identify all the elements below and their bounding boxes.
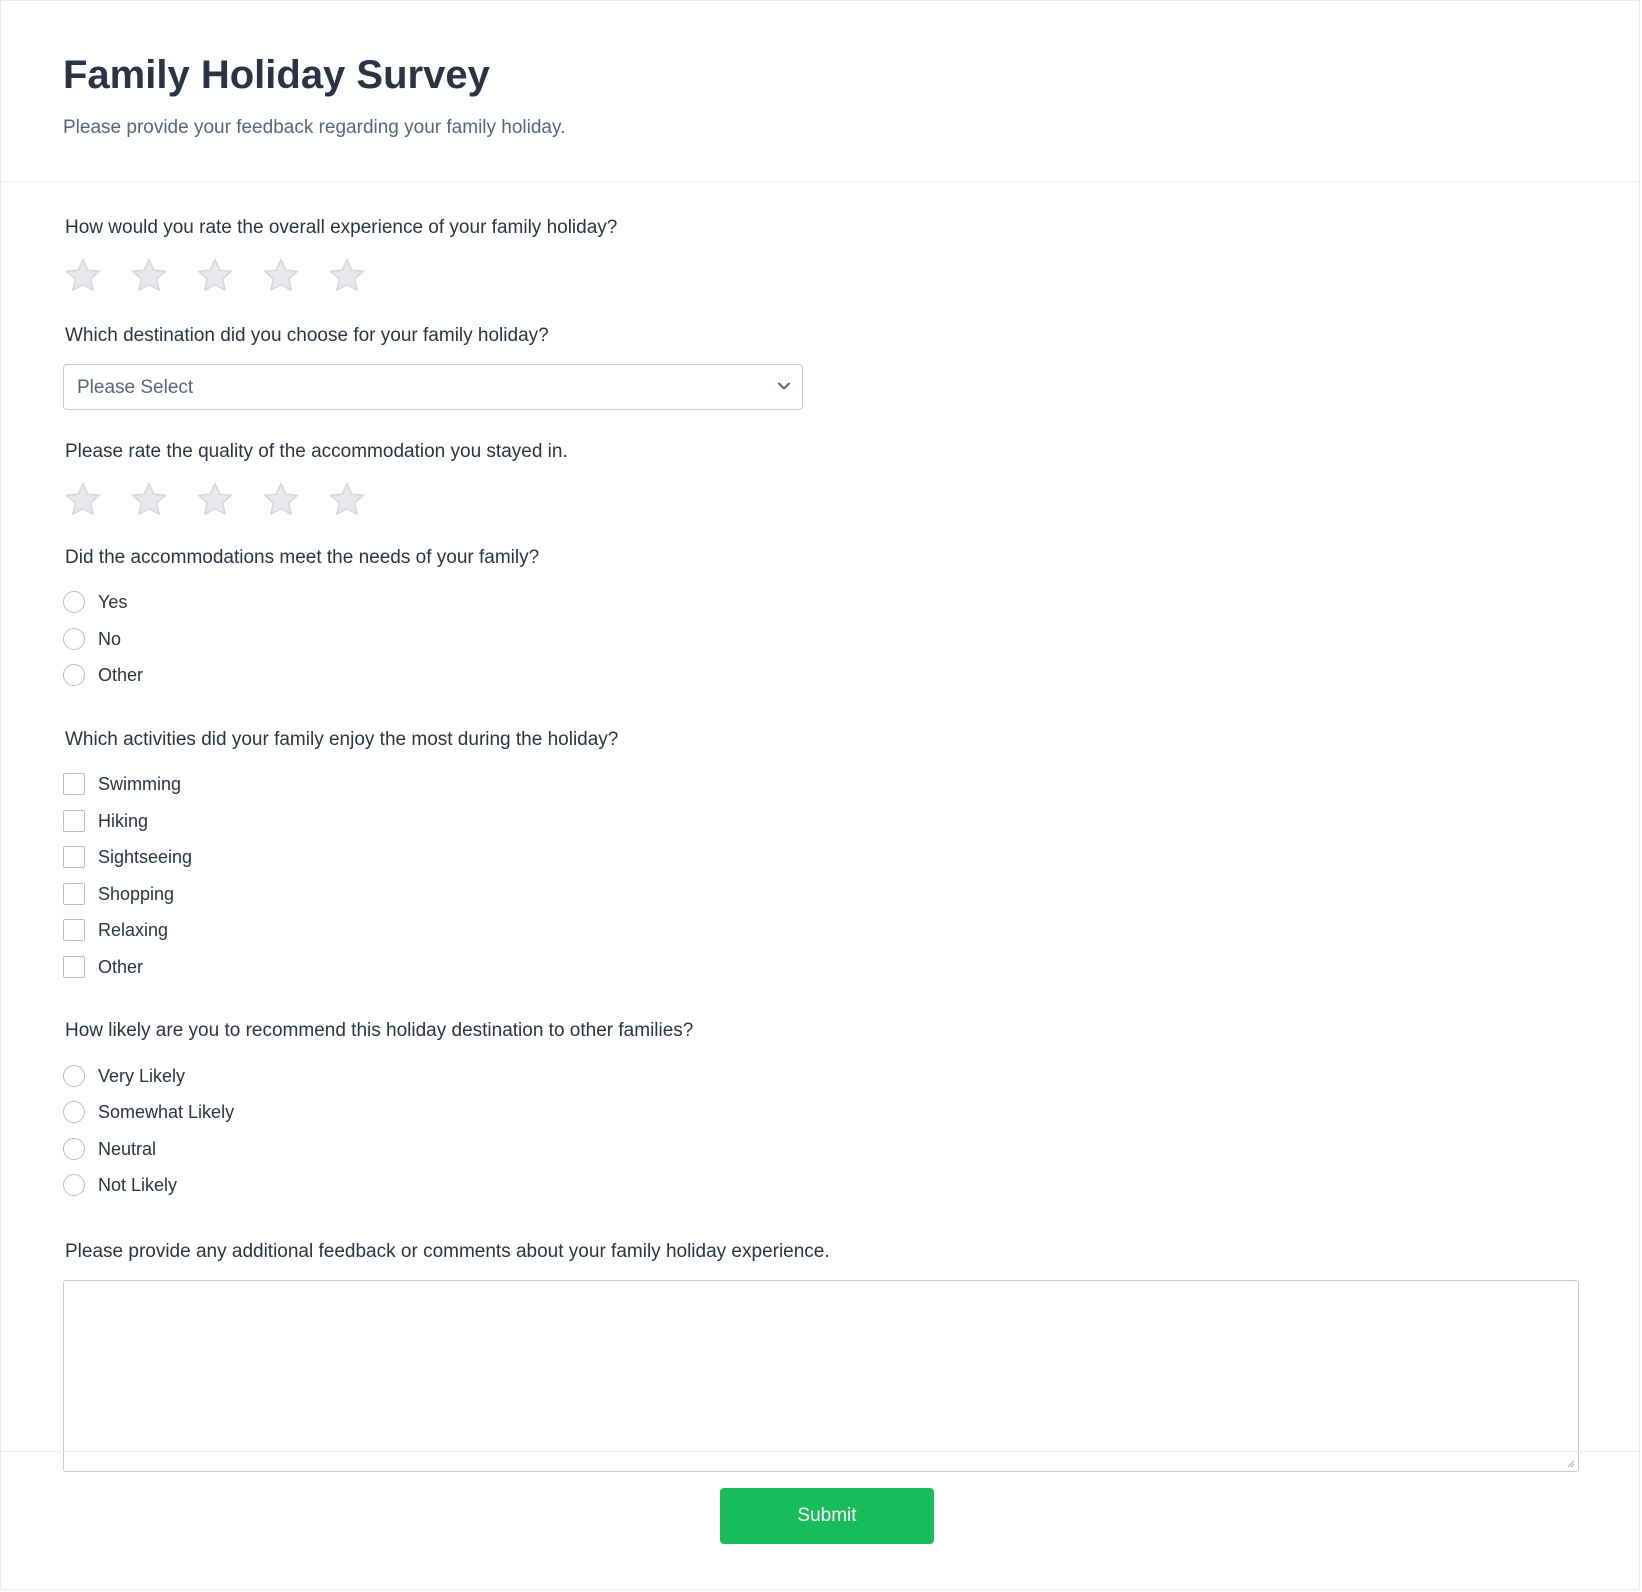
star-icon[interactable]	[327, 480, 367, 520]
question-label: Please provide any additional feedback or comments about your family holiday experience.	[65, 1240, 830, 1262]
checkbox[interactable]	[63, 919, 85, 941]
option-label: Yes	[98, 592, 128, 613]
question-accommodation-needs	[63, 546, 1577, 694]
checkbox-option-hiking[interactable]	[63, 802, 1577, 839]
question-feedback	[63, 1240, 1577, 1472]
star-icon[interactable]	[63, 256, 103, 296]
star-icon[interactable]	[195, 256, 235, 296]
radio-button[interactable]	[63, 628, 85, 650]
checkbox-option-other[interactable]	[63, 949, 1577, 986]
radio-option-somewhat-likely[interactable]	[63, 1094, 1577, 1131]
checkbox-option-relaxing[interactable]	[63, 912, 1577, 949]
option-label: Other	[98, 665, 144, 686]
option-label: Shopping	[98, 883, 175, 904]
form-footer	[1, 1451, 1639, 1590]
question-label: Which destination did you choose for your family holiday?	[65, 325, 549, 346]
option-label: Other	[98, 957, 144, 978]
star-icon[interactable]	[63, 480, 103, 520]
radio-group	[63, 1057, 1577, 1203]
page-subtitle: Please provide your feedback regarding your family holiday.	[63, 117, 566, 138]
chevron-down-icon	[777, 381, 791, 391]
radio-option-not-likely[interactable]	[63, 1167, 1577, 1204]
checkbox[interactable]	[63, 810, 85, 832]
star-rating	[63, 256, 1577, 296]
radio-option-neutral[interactable]	[63, 1131, 1577, 1168]
radio-button[interactable]	[63, 664, 85, 686]
question-label: How would you rate the overall experience of your family holiday?	[65, 217, 618, 238]
radio-button[interactable]	[63, 591, 85, 613]
feedback-textarea[interactable]	[63, 1280, 1579, 1472]
checkbox[interactable]	[63, 773, 85, 795]
question-destination	[63, 324, 1577, 410]
option-label: Swimming	[98, 774, 182, 795]
select-value: Please Select	[77, 377, 194, 398]
radio-button[interactable]	[63, 1138, 85, 1160]
star-icon[interactable]	[327, 256, 367, 296]
submit-button[interactable]: Submit	[720, 1488, 934, 1544]
form-header	[1, 1, 1639, 182]
option-label: Hiking	[98, 810, 149, 831]
checkbox-group	[63, 766, 1577, 986]
checkbox-option-swimming[interactable]	[63, 766, 1577, 803]
checkbox[interactable]	[63, 956, 85, 978]
question-accommodation-rating	[63, 440, 1577, 520]
radio-button[interactable]	[63, 1065, 85, 1087]
checkbox[interactable]	[63, 846, 85, 868]
radio-button[interactable]	[63, 1101, 85, 1123]
radio-option-very-likely[interactable]	[63, 1057, 1577, 1094]
question-activities	[63, 728, 1577, 986]
question-recommend	[63, 1019, 1577, 1203]
question-label: Which activities did your family enjoy the most during the holiday?	[65, 728, 619, 750]
page-title: Family Holiday Survey	[63, 53, 490, 97]
question-overall-rating	[63, 216, 1577, 296]
radio-option-other[interactable]	[63, 657, 1577, 694]
checkbox[interactable]	[63, 883, 85, 905]
question-label: Please rate the quality of the accommodation you stayed in.	[65, 441, 568, 462]
radio-group	[63, 584, 1577, 694]
question-label: How likely are you to recommend this holiday destination to other families?	[65, 1020, 694, 1042]
destination-select[interactable]	[63, 364, 803, 410]
checkbox-option-shopping[interactable]	[63, 876, 1577, 913]
option-label: Relaxing	[98, 920, 169, 941]
radio-option-yes[interactable]	[63, 584, 1577, 621]
option-label: Neutral	[98, 1138, 157, 1159]
star-rating	[63, 480, 1577, 520]
radio-option-no[interactable]	[63, 621, 1577, 658]
star-icon[interactable]	[261, 480, 301, 520]
star-icon[interactable]	[129, 480, 169, 520]
radio-button[interactable]	[63, 1174, 85, 1196]
checkbox-option-sightseeing[interactable]	[63, 839, 1577, 876]
option-label: No	[98, 628, 122, 649]
option-label: Very Likely	[98, 1065, 186, 1086]
star-icon[interactable]	[129, 256, 169, 296]
question-label: Did the accommodations meet the needs of your family?	[65, 547, 540, 568]
option-label: Sightseeing	[98, 847, 193, 868]
star-icon[interactable]	[261, 256, 301, 296]
star-icon[interactable]	[195, 480, 235, 520]
option-label: Somewhat Likely	[98, 1102, 235, 1123]
form-body	[1, 182, 1639, 1472]
option-label: Not Likely	[98, 1175, 178, 1196]
